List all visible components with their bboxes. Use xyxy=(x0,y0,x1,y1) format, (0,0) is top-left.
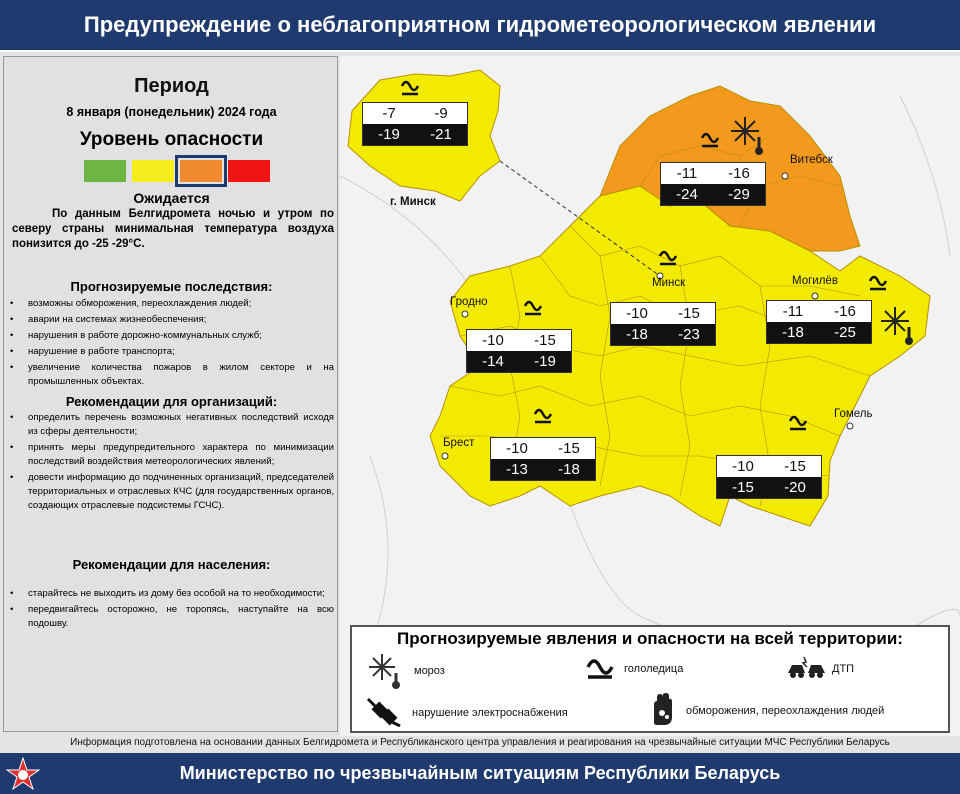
temp-night-max: -20 xyxy=(784,479,806,496)
temp-day-max: -9 xyxy=(434,105,448,122)
city-label-grodno: Гродно xyxy=(450,296,488,308)
snowflake-icon xyxy=(364,649,404,689)
temp-box-minsk-city xyxy=(362,102,468,146)
legend-label-power: нарушение электроснабжения xyxy=(412,707,568,719)
list-item: • передвигайтесь осторожно, не торопясь, наступайте на всю подошву. xyxy=(8,603,334,631)
pop-recs-title: Рекомендации для населения: xyxy=(72,557,271,572)
level-red xyxy=(228,160,270,182)
legend-label-frost: мороз xyxy=(414,665,445,677)
list-item: • определить перечень возможных негативных последствий исходя из сферы деятельности; xyxy=(8,411,334,439)
city-dot-vitebsk xyxy=(782,173,788,179)
temp-night-min: -18 xyxy=(782,324,804,341)
temp-night-min: -24 xyxy=(676,186,698,203)
temp-night-min: -13 xyxy=(506,461,528,478)
list-item: • увеличение количества пожаров в жилом секторе и на промышленных объектах. xyxy=(8,361,334,389)
temp-night-max: -21 xyxy=(430,126,452,143)
car-crash-icon xyxy=(784,653,828,681)
temp-night-min: -18 xyxy=(626,326,648,343)
legend-title: Прогнозируемые явления и опасности на всей территории: xyxy=(397,629,903,648)
danger-level-scale xyxy=(84,158,274,186)
level-green xyxy=(84,160,126,182)
pop-recs-list xyxy=(8,587,334,633)
temp-night-min: -14 xyxy=(482,353,504,370)
info-panel xyxy=(3,56,338,732)
temp-day-max: -15 xyxy=(558,440,580,457)
list-item: • старайтесь не выходить из дому без особой на то необходимости; xyxy=(8,587,334,601)
temp-day-min: -10 xyxy=(732,458,754,475)
city-label-minsk-city: г. Минск xyxy=(390,196,436,208)
city-label-gomel: Гомель xyxy=(834,408,873,420)
temp-night-min: -19 xyxy=(378,126,400,143)
list-item: • нарушение в работе транспорта; xyxy=(8,345,334,359)
frostbite-hand-icon xyxy=(648,693,678,727)
legend-panel xyxy=(350,625,950,733)
city-dot-brest xyxy=(442,453,448,459)
city-label-vitebsk: Витебск xyxy=(790,154,833,166)
level-yellow xyxy=(132,160,174,182)
temp-night-max: -18 xyxy=(558,461,580,478)
level-orange xyxy=(180,160,222,182)
temp-night-max: -25 xyxy=(834,324,856,341)
temp-night-min: -15 xyxy=(732,479,754,496)
legend-label-accident: ДТП xyxy=(832,663,855,675)
temp-night-max: -23 xyxy=(678,326,700,343)
list-item: • довести информацию до подчиненных организаций, председателей территориальных и отраслевых КЧС (для государственных органов, создающих отраслевые подсистемы ГСЧС). xyxy=(8,471,334,513)
temp-box-mogilev xyxy=(766,300,872,344)
expected-text: По данным Белгидромета ночью и утром по северу страны минимальная температура воздуха понизится до -25 -29°С. xyxy=(12,208,334,250)
temp-day-min: -10 xyxy=(626,305,648,322)
temp-day-min: -7 xyxy=(382,105,396,122)
org-recs-title: Рекомендации для организаций: xyxy=(65,394,278,409)
temp-day-max: -15 xyxy=(784,458,806,475)
temp-night-max: -29 xyxy=(728,186,750,203)
list-item: • нарушения в работе дорожно-коммунальных служб; xyxy=(8,329,334,343)
period-title: Период xyxy=(134,75,209,97)
city-label-minsk: Минск xyxy=(652,277,686,289)
temp-box-vitebsk xyxy=(660,162,766,206)
period-date: 8 января (понедельник) 2024 года xyxy=(66,105,277,119)
temp-box-minsk xyxy=(610,302,716,346)
temp-day-min: -11 xyxy=(782,303,804,320)
source-note: Информация подготовлена на основании данных Белгидромета и Республиканского центра управления и реагирования на чрезвычайные ситуации МЧС Республики Беларусь xyxy=(70,737,890,748)
footer-title: Министерство по чрезвычайным ситуациям Республики Беларусь xyxy=(179,763,781,783)
danger-level-title: Уровень опасности xyxy=(79,129,264,150)
city-dot-gomel xyxy=(847,423,853,429)
city-dot-mogilev xyxy=(812,293,818,299)
power-plug-icon xyxy=(366,695,402,727)
list-item: • принять меры предупредительного характера по минимизации последствий воздействия метеорологических явлений; xyxy=(8,441,334,469)
expected-title: Ожидается xyxy=(133,190,210,206)
temp-day-max: -16 xyxy=(728,165,750,182)
city-label-mogilev: Могилёв xyxy=(792,275,838,287)
city-label-brest: Брест xyxy=(443,437,475,449)
org-recs-list xyxy=(8,411,334,515)
consequences-list xyxy=(8,297,334,391)
temp-day-max: -16 xyxy=(834,303,856,320)
temp-box-gomel xyxy=(716,455,822,499)
temp-day-min: -10 xyxy=(482,332,504,349)
temp-day-min: -10 xyxy=(506,440,528,457)
temp-day-min: -11 xyxy=(676,165,698,182)
temp-day-max: -15 xyxy=(534,332,556,349)
temp-night-max: -19 xyxy=(534,353,556,370)
ice-icon xyxy=(584,655,616,681)
consequences-title: Прогнозируемые последствия: xyxy=(70,279,273,294)
temp-box-grodno xyxy=(466,329,572,373)
list-item: • аварии на системах жизнеобеспечения; xyxy=(8,313,334,327)
temp-day-max: -15 xyxy=(678,305,700,322)
page-footer xyxy=(0,753,960,794)
page-header xyxy=(0,0,960,52)
list-item: • возможны обморожения, переохлаждения людей; xyxy=(8,297,334,311)
temp-box-brest xyxy=(490,437,596,481)
city-dot-grodno xyxy=(462,311,468,317)
page-title: Предупреждение о неблагоприятном гидрометеорологическом явлении xyxy=(83,12,877,37)
legend-label-frostbite: обморожения, переохлаждения людей xyxy=(686,705,885,717)
legend-label-ice: гололедица xyxy=(624,663,684,675)
